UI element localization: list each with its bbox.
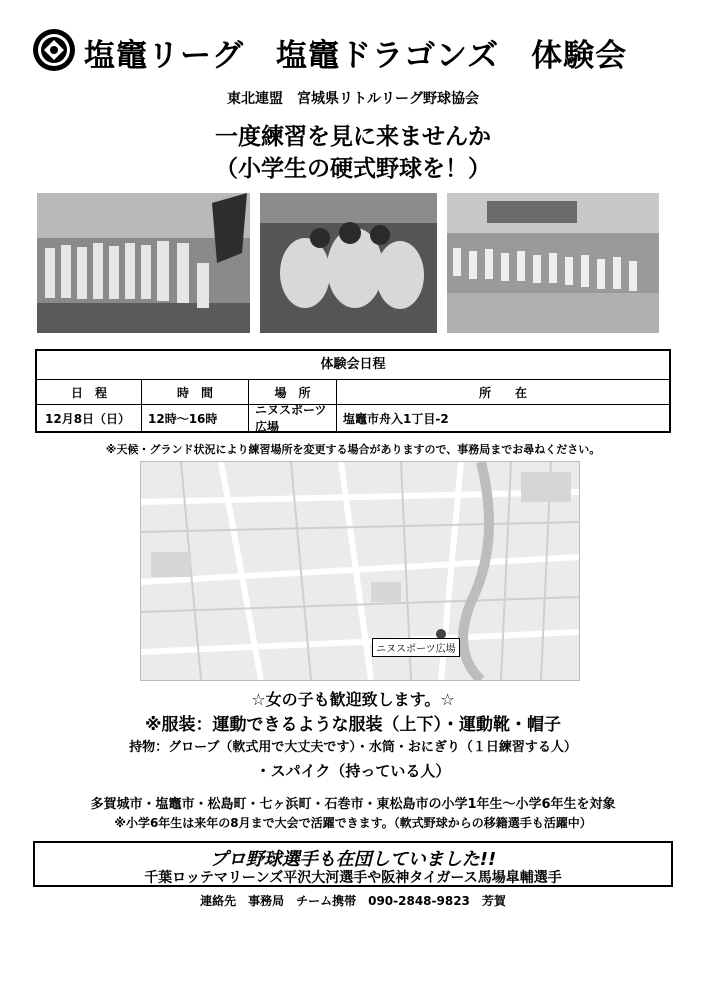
schedule-header-row <box>37 380 669 405</box>
schedule-table <box>35 349 671 433</box>
pro-players-title: プロ野球選手も在団していました!! <box>209 849 497 870</box>
header-date: 日 程 <box>70 385 107 400</box>
grade6-note: ※小学6年生は来年の8月まで大会で活躍できます。（軟式野球からの移籍選手も活躍中） <box>114 816 592 830</box>
league-logo-icon <box>32 28 76 72</box>
schedule-title: 体験会日程 <box>37 351 669 380</box>
schedule-date: 12月8日（日） <box>45 411 131 426</box>
subheadline: （小学生の硬式野球を！） <box>215 156 491 182</box>
schedule-data-row <box>37 403 669 434</box>
headline: 一度練習を見に来ませんか <box>215 124 491 150</box>
location-map <box>140 461 580 681</box>
schedule-place: ニヌスポーツ広場 <box>248 405 336 431</box>
target-audience: 多賀城市・塩竈市・松島町・七ヶ浜町・石巻市・東松島市の小学1年生～小学6年生を対象 <box>90 797 616 812</box>
photo-team-huddle <box>260 193 437 333</box>
items-info: 持物：グローブ（軟式用で大丈夫です）・水筒・おにぎり（１日練習する人） <box>129 740 577 755</box>
contact-info: 連絡先 事務局 チーム携帯 090-2848-9823 芳賀 <box>200 894 506 908</box>
pro-players-names: 千葉ロッテマリーンズ平沢大河選手や阪神タイガース馬場皐輔選手 <box>144 870 562 886</box>
items-info-spikes: ・スパイク（持っている人） <box>255 762 451 780</box>
header-address: 所 在 <box>336 380 669 404</box>
venue-change-notice: ※天候・グランド状況により練習場所を変更する場合がありますので、事務局までお尋ねください。 <box>105 443 601 456</box>
map-venue-label: ニヌスポーツ広場 <box>372 638 460 657</box>
schedule-time: 12時～16時 <box>141 405 248 431</box>
pro-players-box <box>33 841 673 887</box>
header-place: 場 所 <box>248 380 336 404</box>
photo-team-line <box>447 193 659 333</box>
organization: 東北連盟 宮城県リトルリーグ野球協会 <box>227 91 479 107</box>
girls-welcome: ☆女の子も歓迎致します。☆ <box>251 690 455 709</box>
schedule-address: 塩竈市舟入1丁目-2 <box>336 405 669 431</box>
attire-info: ※服装：運動できるような服装（上下）・運動靴・帽子 <box>144 715 562 735</box>
photo-team-parade <box>37 193 250 333</box>
header-time: 時 間 <box>141 380 248 404</box>
page-title: 塩竈リーグ 塩竈ドラゴンズ 体験会 <box>84 38 628 74</box>
